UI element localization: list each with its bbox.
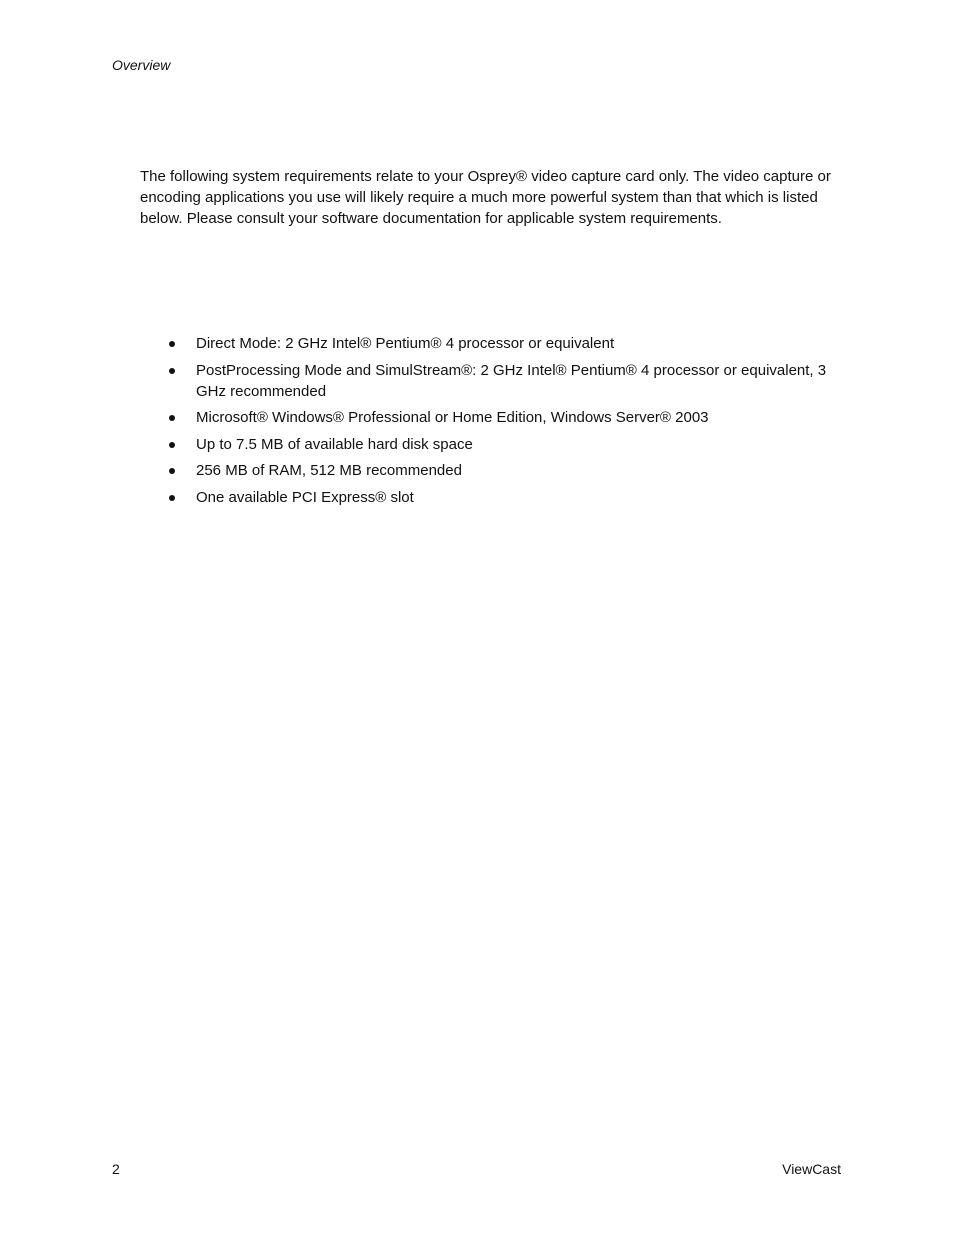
list-item [140,487,844,508]
bullet-icon [169,468,175,474]
intro-paragraph: The following system requirements relate to your Osprey® video capture card only. The video capture or encoding applications you use will likely require a much more powerful system than that which is listed below. Please consult your software documentation for applicable system requirements. [140,168,831,227]
list-item-text: Up to 7.5 MB of available hard disk space [196,435,473,453]
list-item-text: 256 MB of RAM, 512 MB recommended [196,462,462,479]
bullet-icon [169,442,175,448]
footer-brand: ViewCast [782,1161,841,1177]
list-item [140,460,844,481]
list-item-text: PostProcessing Mode and SimulStream®: 2 GHz Intel® Pentium® 4 processor or equivalent, 3 GHz recommended [196,361,827,400]
list-item-text: One available PCI Express® slot [196,488,414,506]
bullet-icon [169,415,175,421]
list-item [140,434,844,455]
bullet-icon [169,368,175,374]
bullet-icon [169,341,175,347]
list-item [140,333,844,354]
requirements-list [140,333,844,513]
list-item [140,360,844,402]
page-header: Overview [112,57,171,73]
list-item [140,407,844,428]
page-number: 2 [112,1161,120,1177]
list-item-text: Direct Mode: 2 GHz Intel® Pentium® 4 processor or equivalent [196,335,615,352]
bullet-icon [169,495,175,501]
list-item-text: Microsoft® Windows® Professional or Home Edition, Windows Server® 2003 [196,409,709,426]
